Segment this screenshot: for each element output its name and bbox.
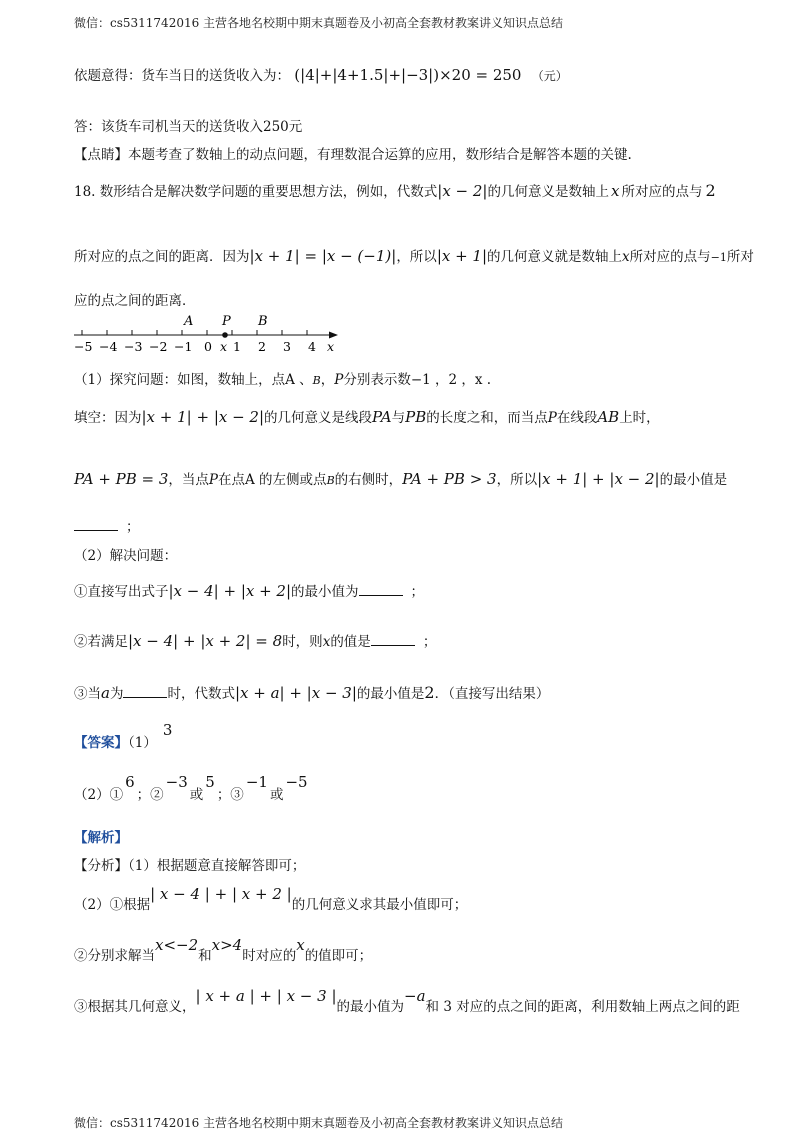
tick-labels (74, 339, 334, 354)
q18-text: 所对应的点与 (629, 249, 711, 265)
answer-text: （1） (128, 735, 157, 751)
q18-text: 的长度之和，而当点 (426, 410, 548, 426)
math-var: x (622, 249, 630, 265)
axis-ticks (82, 330, 307, 335)
q18-text: 时，则 (282, 634, 323, 650)
q18-text: ，所以 (496, 472, 538, 488)
q18-text: ，当点 (168, 472, 209, 488)
point-label-a: A (184, 314, 194, 329)
q18-text: ③当 (74, 686, 101, 702)
answer-blank (359, 583, 403, 596)
number-line-figure (70, 308, 360, 358)
math-expr: |x + 1| (436, 247, 488, 265)
answer-value: −3 (165, 773, 188, 791)
q18-part2: （2）解决问题： (74, 548, 178, 564)
tip-tag: 【点睛】 (74, 147, 128, 163)
q18-fill-line (74, 406, 660, 426)
q18-text: 的值是 (330, 634, 371, 650)
prev-solution-prefix: 依题意得：货车当日的送货收入为： (74, 68, 290, 84)
tip-text: 本题考查了数轴上的动点问题，有理数混合运算的应用，数形结合是解答本题的关键. (128, 147, 632, 163)
q18-text: ，所以 (396, 249, 437, 265)
point-p-dot (222, 332, 228, 338)
math-expr: |x + 1| + |x − 2| (537, 470, 660, 488)
answer-blank (371, 633, 415, 646)
math-var: AB (597, 408, 620, 426)
math-expr: | x + a | + | x − 3 | (195, 987, 337, 1005)
prev-answer: 答：该货车司机当天的送货收入250元 (74, 119, 303, 135)
tick-label: 2 (258, 339, 266, 354)
q18-text: ； (422, 634, 437, 650)
math-var: P (547, 410, 557, 426)
answer-text: ；② (136, 787, 164, 803)
answer-text: ；③ (216, 787, 244, 803)
math-expr: |x + a| + |x − 3| (234, 684, 357, 702)
prev-solution-formula: (|4|+|4+1.5|+|−3|)×20 = 250 (294, 66, 522, 84)
q18-text: 18. 数形结合是解决数学问题的重要思想方法，例如，代数式 (74, 184, 438, 200)
q18-text: 为 (109, 686, 124, 702)
analysis-text: 和 3 对应的点之间的距离，利用数轴上两点之间的距 (425, 999, 740, 1015)
q18-text: 的几何意义是数轴上 (487, 184, 609, 200)
q18-text: 时，代数式 (167, 686, 235, 702)
analysis-text: 和 (198, 948, 212, 964)
math-var: PB (405, 408, 427, 426)
analysis-text: （2）①根据 (74, 897, 151, 913)
math-expr: x<−2 (155, 936, 199, 954)
q18-text: 所对 (726, 249, 754, 265)
analysis-line3 (74, 936, 373, 964)
tick-label: 0 (204, 339, 212, 354)
math-var: x (296, 936, 305, 954)
tick-label: −5 (74, 339, 93, 354)
math-var: a (101, 684, 110, 702)
q18-text: 的几何意义是线段 (264, 410, 373, 426)
math-expr: PA + PB > 3 (402, 470, 497, 488)
q18-text: 在点A 的左侧或点 (218, 472, 327, 488)
analysis-text: 的最小值为 (336, 999, 405, 1015)
math-var: x (322, 634, 331, 650)
axis-arrow-icon (329, 332, 338, 339)
answer-tag: 【答案】 (74, 735, 128, 751)
math-var: B (326, 474, 335, 487)
q18-text: ②若满足 (74, 634, 128, 650)
math-var: P (334, 372, 344, 388)
answer-blank (123, 685, 167, 698)
answer-value: −1 (245, 773, 268, 791)
math-values: −1 ，2 ，x . (410, 372, 492, 388)
answer-value: 6 (125, 773, 135, 791)
q18-text: 在线段 (556, 410, 598, 426)
math-expr: |x − 2| (437, 182, 488, 200)
q18-text: 的最小值是 (659, 472, 728, 488)
tick-label: −1 (174, 339, 193, 354)
tick-label: −4 (99, 339, 118, 354)
axis-label-x: x (327, 339, 335, 354)
point-label-b: B (258, 314, 268, 329)
analysis-text: 的几何意义求其最小值即可； (291, 897, 468, 913)
q18-text: （1）探究问题：如图，数轴上，点A 、 (74, 372, 313, 388)
math-expr: |x + 1| = |x − (−1)| (249, 247, 397, 265)
analysis-text: ③根据其几何意义， (74, 999, 196, 1015)
tick-label: −3 (124, 339, 143, 354)
math-expr: x>4 (211, 936, 243, 954)
answer-value: 5 (205, 773, 215, 791)
point-label-p: P (222, 314, 231, 329)
math-num: −1 (710, 251, 727, 264)
analysis-sub-tag: 【分析】 (74, 858, 128, 874)
q18-text: 分别表示数 (343, 372, 411, 388)
prev-solution-unit: （元） (531, 69, 568, 83)
q18-text: 所对应的点之间的距离．因为 (74, 249, 250, 265)
analysis-line1 (74, 854, 305, 874)
tick-label: 3 (283, 339, 291, 354)
analysis-line2 (74, 885, 468, 913)
math-expr: PA + PB = 3 (74, 470, 169, 488)
q18-condition-line (74, 468, 727, 488)
math-var: B (312, 374, 321, 387)
math-expr: |x + 1| + |x − 2| (141, 408, 265, 426)
answer-value: 3 (162, 721, 173, 739)
q18-text: 填空：因为 (74, 410, 142, 426)
prev-tip (74, 143, 632, 163)
tick-label: 4 (308, 339, 316, 354)
math-expr: |x − 4| + |x + 2| (168, 582, 292, 600)
q18-text: ， (320, 372, 335, 388)
answer-line1 (74, 721, 173, 751)
answer-text: 或 (189, 787, 204, 803)
answer-blank (74, 518, 118, 531)
q18-text: 的几何意义就是数轴上 (487, 249, 623, 265)
math-expr: | x − 4 | + | x + 2 | (150, 885, 292, 903)
q18-text: ①直接写出式子 (74, 584, 169, 600)
q18-text: ．（直接写出结果） (434, 686, 550, 702)
answer-text: （2）① (74, 787, 124, 803)
math-expr: |x − 4| + |x + 2| = 8 (128, 632, 283, 650)
q18-text: 上时， (619, 410, 660, 426)
analysis-tag: 【解析】 (74, 830, 128, 846)
answer-value: −5 (285, 773, 308, 791)
tick-label: 1 (233, 339, 241, 354)
analysis-line4 (74, 987, 740, 1015)
q18-sub2 (74, 630, 436, 650)
math-num: 2 (705, 181, 716, 200)
q18-text: 所对应的点与 (621, 184, 703, 200)
analysis-text: 时对应的 (242, 948, 297, 964)
page-header: 微信：cs5311742016 主营各地名校期中期末真题卷及小初高全套教材教案讲义知识点总结 (74, 16, 564, 30)
answer-text: 或 (269, 787, 284, 803)
q18-text: 的最小值为 (291, 584, 359, 600)
q18-sub1 (74, 580, 424, 600)
math-var: PA (372, 408, 392, 426)
tick-label-x: x (220, 339, 228, 354)
q18-blank-line (74, 515, 140, 535)
analysis-text: ②分别求解当 (74, 948, 155, 964)
q18-line3: 应的点之间的距离． (74, 293, 196, 309)
q18-text: ； (126, 519, 140, 535)
math-var: P (208, 472, 219, 488)
analysis-text: （1）根据题意直接解答即可； (128, 858, 306, 874)
q18-text: 的最小值是 (356, 686, 425, 702)
analysis-text: 的值即可； (304, 948, 373, 964)
q18-part1 (74, 368, 491, 388)
prev-solution-line (74, 64, 568, 84)
math-expr: −a (404, 987, 426, 1005)
q18-line2 (74, 245, 754, 265)
q18-text: ； (410, 584, 425, 600)
tick-label: −2 (149, 339, 168, 354)
q18-text: 与 (391, 410, 406, 426)
answer-line2 (74, 773, 310, 803)
q18-text: 的右侧时， (334, 472, 403, 488)
q18-line1 (74, 180, 716, 200)
math-num: 2 (424, 683, 435, 702)
q18-sub3 (74, 682, 549, 702)
page-footer: 微信：cs5311742016 主营各地名校期中期末真题卷及小初高全套教材教案讲义知识点总结 (74, 1116, 564, 1130)
math-var: x (610, 182, 620, 200)
